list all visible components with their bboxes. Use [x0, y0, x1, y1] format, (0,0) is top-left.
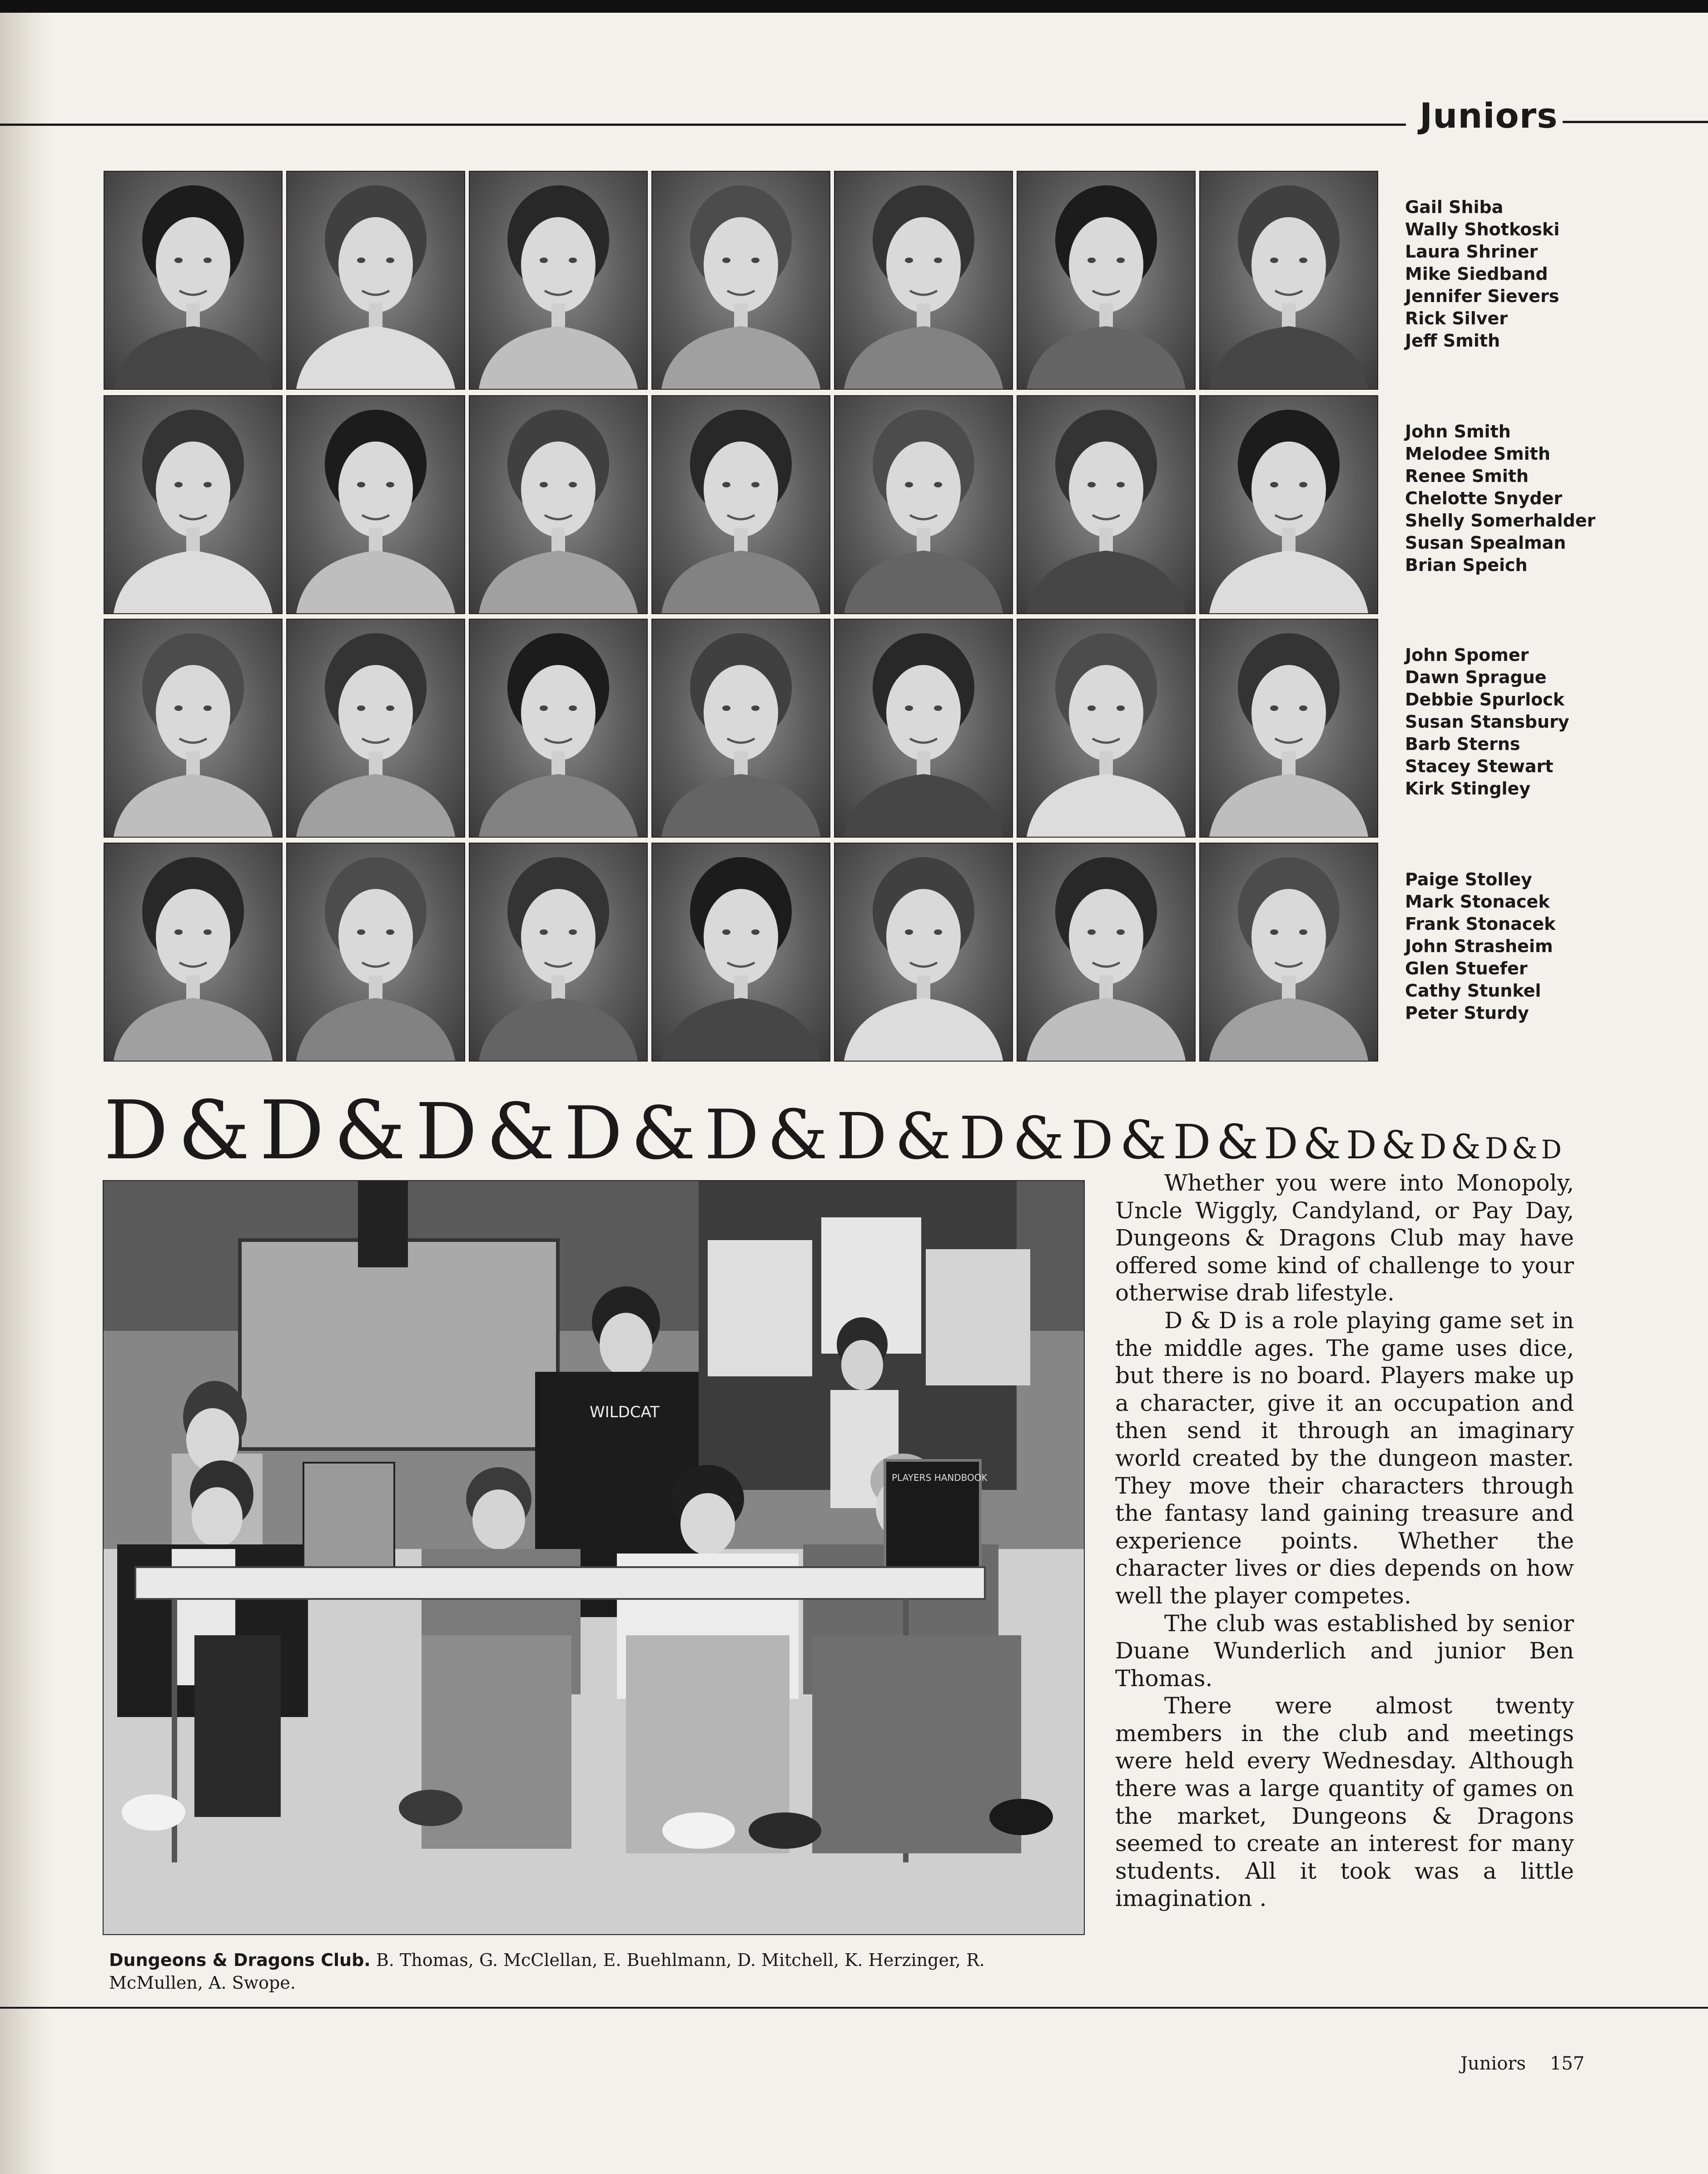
student-portrait — [651, 619, 830, 838]
banner-letter: & — [486, 1087, 555, 1177]
footer-rule — [0, 2007, 1708, 2009]
student-name: John Spomer — [1405, 645, 1529, 665]
page-number: 157 — [1549, 2053, 1585, 2074]
student-portrait — [104, 395, 283, 614]
banner-letter: D — [1264, 1119, 1298, 1169]
article-paragraph: Whether you were into Monopoly, Uncle Wiggly, Candyland, or Pay Day, Dungeons & Dragons Club may have offered some kind of challenge to your otherwise drab lifestyle. — [1115, 1170, 1574, 1306]
student-portrait — [834, 171, 1013, 390]
banner-letter: & — [631, 1091, 696, 1176]
student-portrait — [1017, 619, 1196, 838]
header-rule-left — [0, 124, 1406, 126]
banner-letter: D — [1173, 1114, 1211, 1170]
student-name: Susan Spealman — [1405, 533, 1566, 553]
name-list — [1405, 644, 1569, 800]
name-list — [1405, 421, 1595, 576]
student-portrait — [104, 843, 283, 1062]
student-portrait — [651, 171, 830, 390]
student-name: Barb Sterns — [1405, 734, 1520, 754]
student-name: Brian Speich — [1405, 555, 1528, 575]
page-top-edge — [0, 0, 1708, 13]
section-title: Juniors — [1420, 95, 1558, 136]
banner-letter: D — [564, 1091, 623, 1176]
student-name: Mark Stonacek — [1405, 892, 1550, 912]
banner-letter: & — [1303, 1119, 1341, 1169]
dnd-banner — [104, 1083, 1565, 1177]
student-portrait — [1199, 395, 1378, 614]
student-name: Shelly Somerhalder — [1405, 511, 1596, 531]
student-name: Susan Stansbury — [1405, 712, 1569, 732]
student-name: Paige Stolley — [1405, 869, 1532, 889]
student-portrait — [1017, 843, 1196, 1062]
student-name: Jennifer Sievers — [1405, 286, 1559, 306]
student-portrait — [469, 171, 648, 390]
student-portrait — [469, 395, 648, 614]
student-name: Rick Silver — [1405, 308, 1508, 328]
student-name: John Strasheim — [1405, 936, 1553, 956]
banner-letter: & — [1381, 1123, 1415, 1167]
student-portrait — [834, 843, 1013, 1062]
student-name: Debbie Spurlock — [1405, 690, 1565, 710]
club-group-photo — [103, 1180, 1085, 1935]
student-name: Frank Stonacek — [1405, 914, 1556, 934]
photo-caption — [109, 1949, 1077, 1994]
student-portrait — [469, 843, 648, 1062]
page-footer — [1460, 2053, 1584, 2074]
caption-title: Dungeons & Dragons Club. — [109, 1950, 371, 1970]
student-name: Glen Stuefer — [1405, 958, 1528, 978]
footer-section: Juniors — [1460, 2053, 1526, 2074]
book-text: PLAYERS HANDBOOK — [892, 1472, 988, 1483]
banner-letter: & — [178, 1083, 250, 1177]
book-spine-shadow — [0, 13, 51, 2174]
banner-letter: D — [1346, 1123, 1377, 1167]
banner-letter: & — [1216, 1114, 1259, 1170]
article-paragraph: D & D is a role playing game set in the middle ages. The game uses dice, but there is no board. Players make up a character, give it an occupation and then send it through an imaginary world created by the dungeon master. They move their characters through the fantasy land gaining treasure and experience points. Whether the character lives or dies depends on how well the player competes. — [1115, 1307, 1574, 1609]
student-name: Stacey Stewart — [1405, 756, 1554, 776]
student-name: Laura Shriner — [1405, 242, 1538, 262]
student-portrait — [286, 395, 465, 614]
student-name: Cathy Stunkel — [1405, 981, 1541, 1001]
student-name: Chelotte Snyder — [1405, 488, 1563, 508]
banner-letter: D — [1071, 1110, 1113, 1171]
shirt-text: WILDCAT — [590, 1403, 660, 1421]
banner-letter: D — [1420, 1127, 1447, 1166]
student-portrait — [1199, 843, 1378, 1062]
header-rule-right — [1563, 121, 1708, 123]
student-portrait — [651, 843, 830, 1062]
student-portrait — [1199, 619, 1378, 838]
banner-letter: & — [1511, 1132, 1538, 1166]
banner-letter: D — [1485, 1132, 1508, 1166]
student-name: Dawn Sprague — [1405, 667, 1547, 687]
banner-letter: D — [104, 1083, 169, 1177]
name-list — [1405, 196, 1559, 352]
article-paragraph: The club was established by senior Duane Wunderlich and junior Ben Thomas. — [1115, 1610, 1574, 1692]
student-portrait — [834, 619, 1013, 838]
student-portrait — [286, 619, 465, 838]
banner-letter: D — [704, 1096, 759, 1175]
student-name: Gail Shiba — [1405, 197, 1504, 217]
banner-letter: & — [333, 1083, 406, 1177]
banner-letter: & — [1119, 1110, 1167, 1171]
student-name: Renee Smith — [1405, 466, 1529, 486]
student-portrait — [1017, 171, 1196, 390]
student-name: Kirk Stingley — [1405, 779, 1531, 799]
student-name: Mike Siedband — [1405, 264, 1548, 284]
student-name: Jeff Smith — [1405, 331, 1500, 351]
banner-letter: & — [1450, 1127, 1481, 1166]
article-text — [1115, 1169, 1574, 1912]
banner-letter: D — [259, 1083, 324, 1177]
club-photo-scene — [104, 1181, 1084, 1934]
banner-letter: & — [894, 1100, 952, 1174]
student-name: Melodee Smith — [1405, 444, 1550, 464]
article-paragraph: There were almost twenty members in the club and meetings were held every Wednesday. Although there was a large quantity of games on the market, Dungeons & Dragons seemed to create an interest for many students. All it took was a little imagination . — [1115, 1693, 1574, 1912]
student-portrait — [286, 171, 465, 390]
student-name: Peter Sturdy — [1405, 1003, 1529, 1023]
student-portrait — [1199, 171, 1378, 390]
banner-letter: D — [836, 1100, 887, 1174]
name-list — [1405, 869, 1555, 1024]
student-portrait — [469, 619, 648, 838]
banner-letter: & — [767, 1096, 828, 1175]
banner-letter: D — [959, 1105, 1006, 1172]
student-portrait — [651, 395, 830, 614]
banner-letter: & — [1012, 1105, 1064, 1172]
banner-letter: D — [1541, 1135, 1562, 1165]
student-portrait — [834, 395, 1013, 614]
caption-names: B. Thomas, G. McClellan, E. Buehlmann, D. Mitchell, K. Herzinger, R. McMullen, A. Swope. — [109, 1950, 985, 1993]
student-portrait — [1017, 395, 1196, 614]
student-name: Wally Shotkoski — [1405, 219, 1560, 239]
student-portrait — [286, 843, 465, 1062]
student-name: John Smith — [1405, 422, 1511, 442]
banner-letter: D — [415, 1087, 477, 1177]
student-portrait — [104, 619, 283, 838]
student-portrait — [104, 171, 283, 390]
